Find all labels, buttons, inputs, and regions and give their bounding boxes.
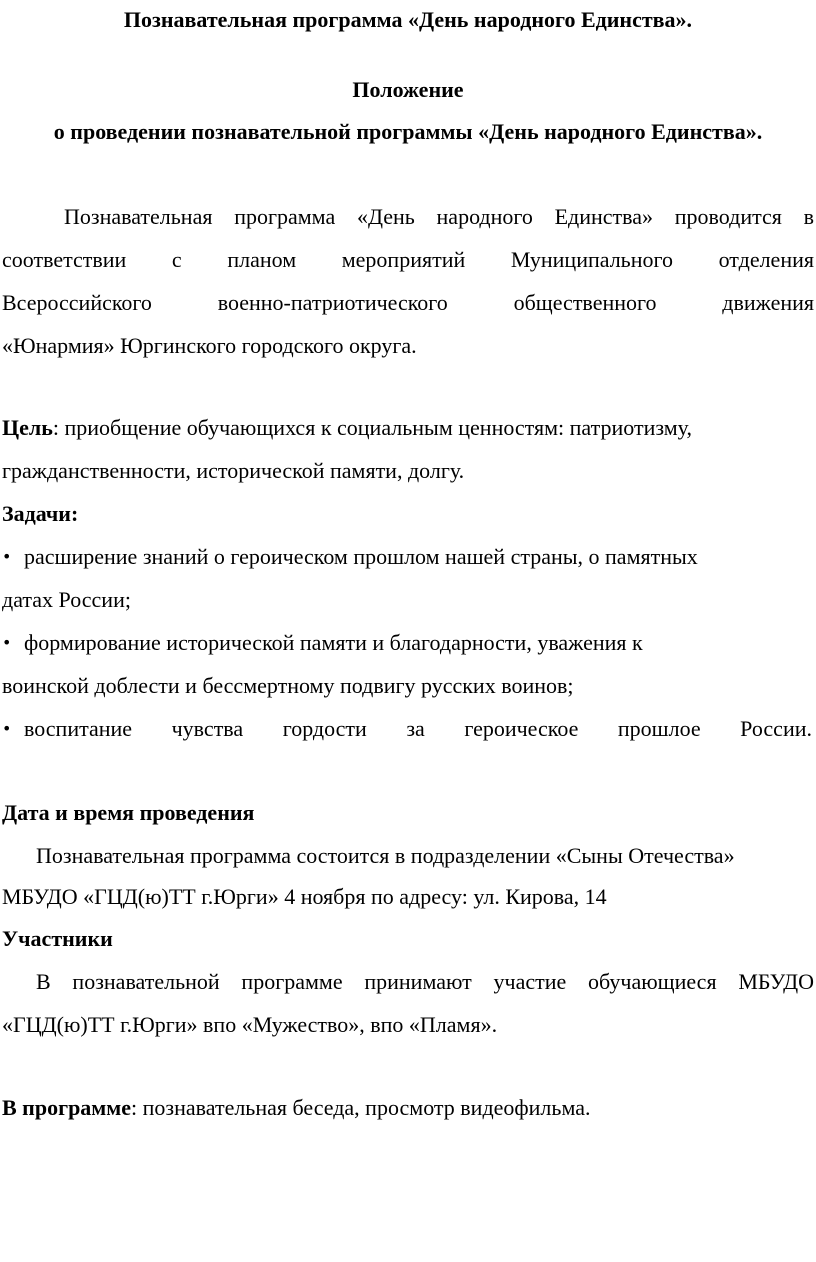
program-label: В программе [2,1095,132,1120]
task-item-2-line-1: формирование исторической памяти и благодарности, уважения к [24,630,643,655]
date-line-1: Познавательная программа состоится в подразделении «Сыны Отечества» [36,843,735,868]
intro-line-2: соответствии с планом мероприятий Муниципального отделения [2,247,814,272]
goal-label: Цель [2,415,53,440]
bullet-icon: • [2,719,12,738]
bullet-icon: • [2,547,12,566]
intro-line-1: Познавательная программа «День народного Единства» проводится в [64,204,814,229]
participants-line-1: В познавательной программе принимают участие обучающиеся МБУДО [36,969,814,994]
tasks-label: Задачи: [2,501,79,526]
task-item-2-line-2: воинской доблести и бессмертному подвигу русских воинов; [2,673,574,698]
date-label: Дата и время проведения [2,800,255,825]
goal-line-1 [2,414,814,442]
task-item-1-line-1: расширение знаний о героическом прошлом нашей страны, о памятных [24,544,698,569]
goal-text: : приобщение обучающихся к социальным ценностям: патриотизму, [52,415,692,440]
program-line [2,1094,814,1122]
intro-line-4: «Юнармия» Юргинского городского округа. [2,333,417,358]
date-line-2: МБУДО «ГЦД(ю)ТТ г.Юрги» 4 ноября по адресу: ул. Кирова, 14 [2,884,607,909]
participants-label: Участники [2,926,113,951]
task-item-3-line-1: воспитание чувства гордости за героическое прошлое России. [24,716,812,741]
bullet-icon: • [2,633,12,652]
participants-line-2: «ГЦД(ю)ТТ г.Юрги» впо «Мужество», впо «Пламя». [2,1012,498,1037]
program-text: : познавательная беседа, просмотр видеофильма. [131,1095,591,1120]
task-item-2 [2,629,814,657]
heading-regulation-subtitle: о проведении познавательной программы «День народного Единства». [53,119,763,144]
document-title: Познавательная программа «День народного Единства». [123,7,693,32]
task-item-1-line-2: датах России; [2,587,131,612]
task-item-1 [2,543,814,571]
goal-line-2: гражданственности, исторической памяти, долгу. [2,458,465,483]
heading-regulation: Положение [352,77,464,102]
task-item-3 [2,715,814,743]
intro-line-3: Всероссийского военно-патриотического общественного движения [2,290,814,315]
